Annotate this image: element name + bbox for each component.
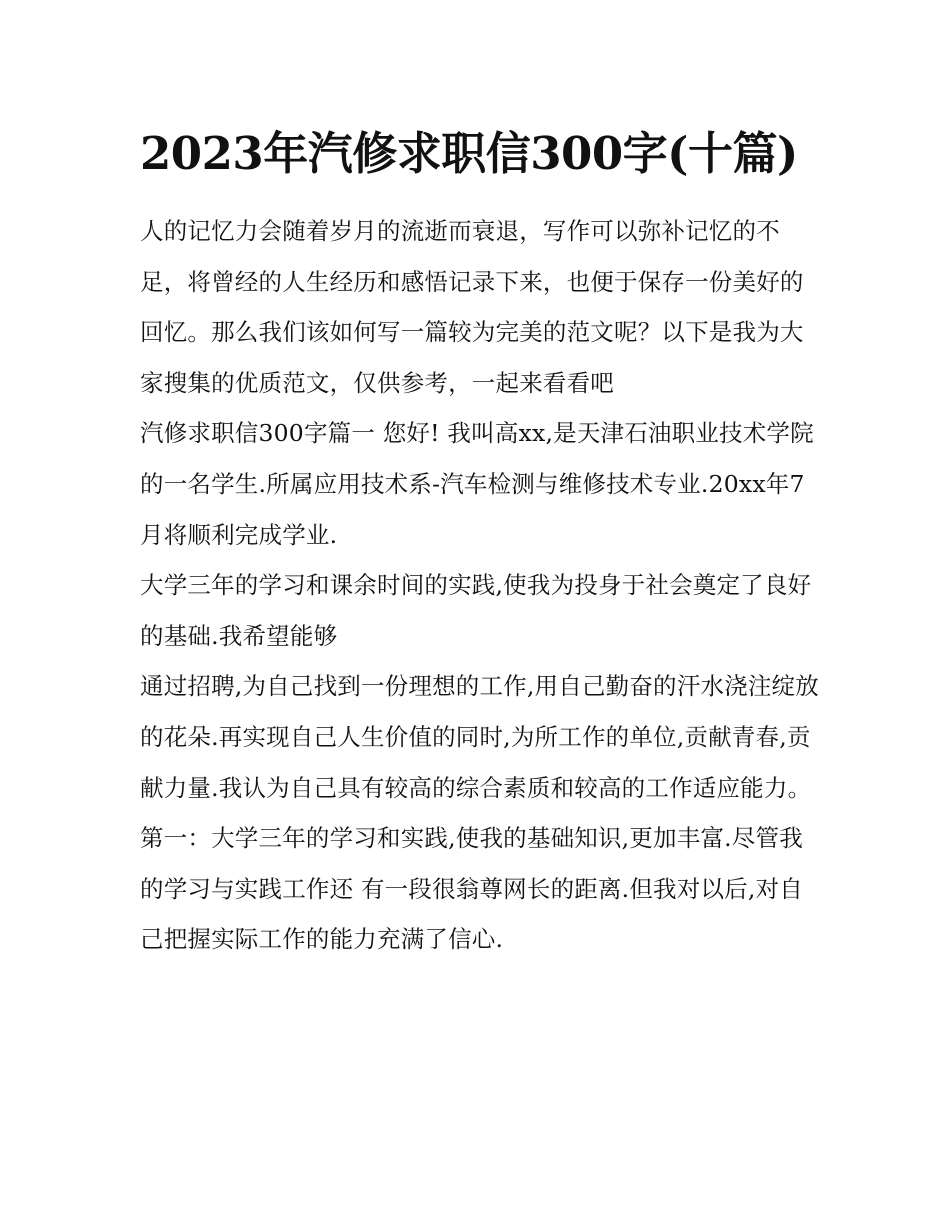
- document-body: [140, 206, 820, 965]
- document-content: [140, 112, 820, 965]
- paragraph-foundation: 大学三年的学习和课余时间的实践,使我为投身于社会奠定了良好的基础.我希望能够: [140, 571, 812, 650]
- document-title: 2023年汽修求职信300字(十篇): [140, 127, 798, 180]
- paragraph-intro: 人的记忆力会随着岁月的流逝而衰退，写作可以弥补记忆的不足，将曾经的人生经历和感悟记录下来，也便于保存一份美好的回忆。那么我们该如何写一篇较为完美的范文呢？以下是我为大家搜集的优质范文，仅供参考，一起来看看吧: [140, 217, 804, 397]
- paragraph-greeting: 汽修求职信300字篇一 您好! 我叫高xx,是天津石油职业技术学院的一名学生.所属应用技术系-汽车检测与维修技术专业.20xx年7月将顺利完成学业.: [140, 419, 814, 549]
- paragraph-goal: 通过招聘,为自己找到一份理想的工作,用自己勤奋的汗水浇注绽放的花朵.再实现自己人生价值的同时,为所工作的单位,贡献青春,贡献力量.我认为自己具有较高的综合素质和较高的工作适应能力。: [140, 672, 819, 802]
- paragraph-first-point: 第一：大学三年的学习和实践,使我的基础知识,更加丰富.尽管我的学习与实践工作还 有一段很翁尊网长的距离.但我对以后,对自己把握实际工作的能力充满了信心.: [140, 824, 803, 954]
